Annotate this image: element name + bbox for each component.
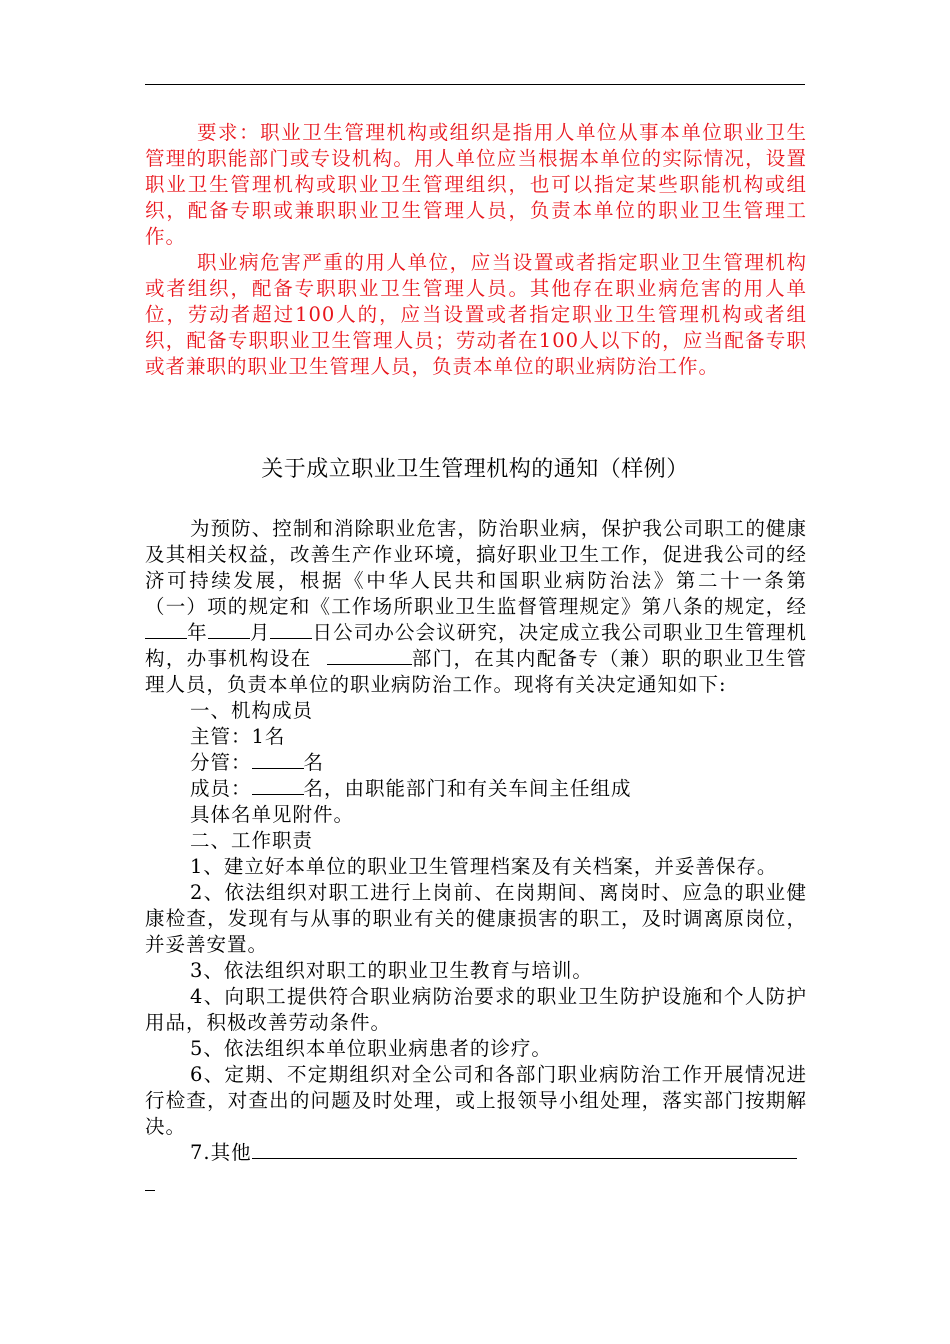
deputy-count-blank[interactable] [252,750,304,769]
members-description: 名，由职能部门和有关车间主任组成 [303,777,632,800]
requirements-paragraph-2: 职业病危害严重的用人单位，应当设置或者指定职业卫生管理机构或者组织，配备专职职业卫生管理人员。其他存在职业病危害的用人单位，劳动者超过100人的，应当设置或者指定职业卫生管理机构或者组织，配备专职职业卫生管理人员；劳动者在100人以下的，应当配备专职或者兼职的职业卫生管理人员，负责本单位的职业病防治工作。 [145,251,807,378]
director-line: 主管：1名 [190,725,286,748]
trailing-rule [145,1190,155,1191]
duty-item: 2、依法组织对职工进行上岗前、在岗期间、离岗时、应急的职业健康检查，发现有与从事的职业有关的健康损害的职工，及时调离原岗位，并妥善安置。 [145,881,807,956]
notice-intro [145,516,807,698]
requirements-block [145,120,807,380]
year-label: 年 [187,621,208,644]
notice-title: 关于成立职业卫生管理机构的通知（样例） [261,457,689,482]
section-heading-members: 一、机构成员 [190,699,314,722]
deputy-unit: 名 [303,751,325,774]
requirements-paragraph-1: 要求：职业卫生管理机构或组织是指用人单位从事本单位职业卫生管理的职能部门或专设机构。用人单位应当根据本单位的实际情况，设置职业卫生管理机构或职业卫生管理组织，也可以指定某些职能机构或组织，配备专职或兼职职业卫生管理人员，负责本单位的职业卫生管理工作。 [145,121,807,248]
month-blank[interactable] [208,620,250,639]
other-label: 7.其他 [190,1141,252,1164]
year-blank[interactable] [145,620,187,639]
deputy-line [145,750,807,776]
intro-text-b: 日公司办公会议研究，决定成立我公司职业卫生管理机构，办事机构设在 [145,621,807,670]
other-blank[interactable] [252,1140,797,1159]
department-blank[interactable] [327,646,412,665]
intro-text-a: 为预防、控制和消除职业危害，防治职业病，保护我公司职工的健康及其相关权益，改善生产作业环境，搞好职业卫生工作，促进我公司的经济可持续发展，根据《中华人民共和国职业病防治法》第二十一条第（一）项的规定和《工作场所职业卫生监督管理规定》第八条的规定，经 [145,517,807,618]
day-blank[interactable] [270,620,312,639]
roster-line: 具体名单见附件。 [190,803,355,826]
section-heading-duties: 二、工作职责 [190,829,314,852]
month-label: 月 [249,621,271,644]
members-line [145,776,807,802]
duty-item: 6、定期、不定期组织对全公司和各部门职业病防治工作开展情况进行检查，对查出的问题及时处理，或上报领导小组处理，落实部门按期解决。 [145,1063,807,1138]
header-rule [145,84,805,85]
members-count-blank[interactable] [252,776,304,795]
intro-text-c: 部门，在其内配备专（兼）职的职业卫生管理人员，负责本单位的职业病防治工作。现将有关决定通知如下: [145,647,807,696]
deputy-label: 分管： [190,751,252,774]
duty-item: 3、依法组织对职工的职业卫生教育与培训。 [190,959,593,982]
members-label: 成员： [190,777,252,800]
duty-item: 5、依法组织本单位职业病患者的诊疗。 [190,1037,552,1060]
other-line [145,1140,807,1166]
duty-item: 1、建立好本单位的职业卫生管理档案及有关档案，并妥善保存。 [190,855,778,878]
duty-item: 4、向职工提供符合职业病防治要求的职业卫生防护设施和个人防护用品，积极改善劳动条件。 [145,985,807,1034]
notice-body [145,516,807,1166]
